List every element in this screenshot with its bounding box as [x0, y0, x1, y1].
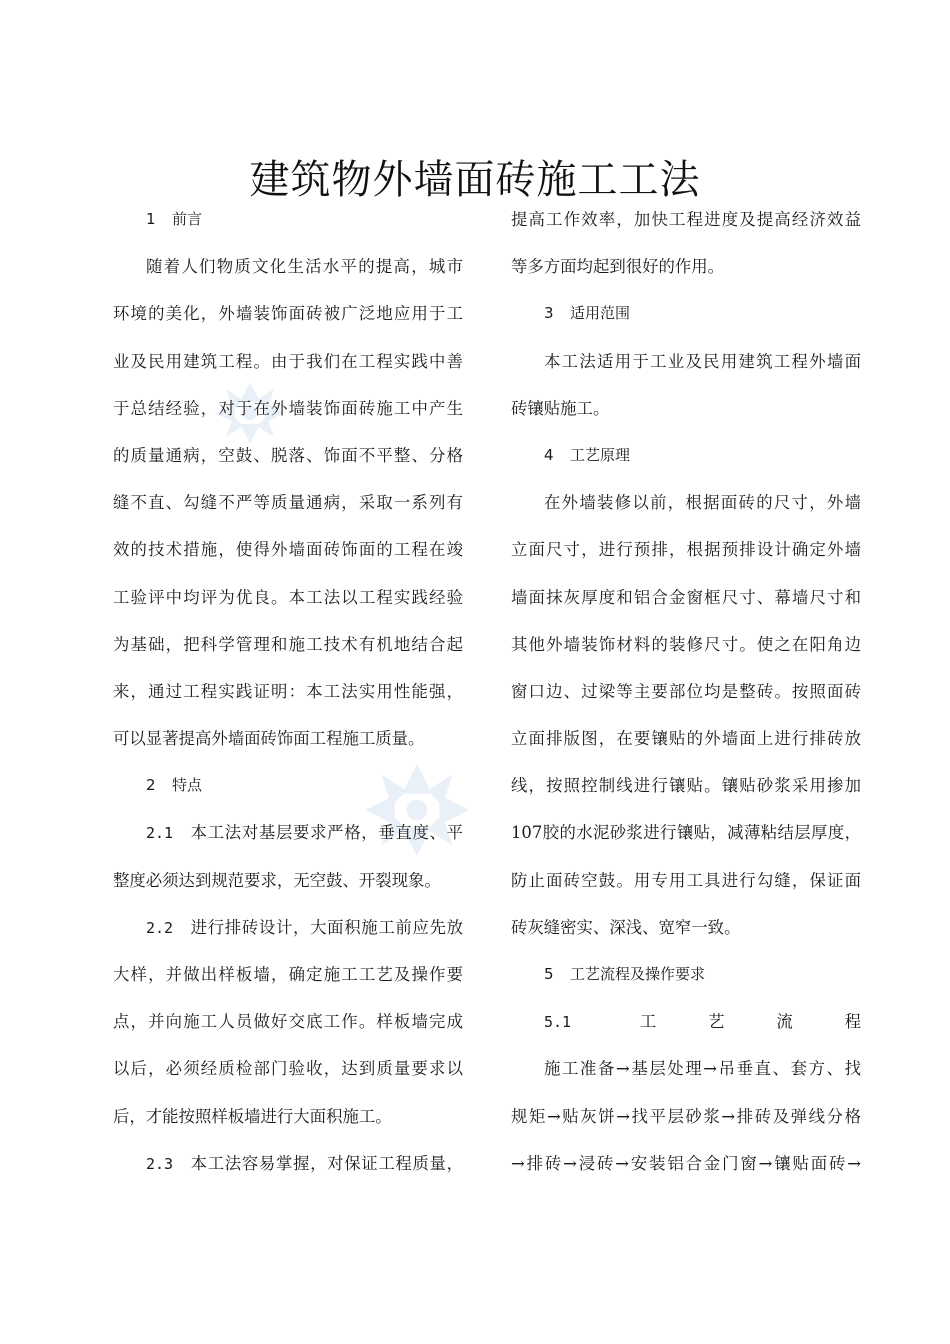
paragraph-line: 砖镶贴施工。 [511, 398, 610, 418]
paragraph-line: 立面排版图，在要镶贴的外墙面上进行排砖放 [511, 729, 861, 749]
paragraph-line: 点，并向施工人员做好交底工作。样板墙完成 [113, 1012, 463, 1032]
paragraph-line: 效的技术措施，使得外墙面砖饰面的工程在竣 [113, 540, 463, 560]
paragraph-line: 为基础，把科学管理和施工技术有机地结合起 [113, 634, 463, 654]
paragraph-line: 以后，必须经质检部门验收，达到质量要求以 [113, 1059, 463, 1079]
paragraph-line: 的质量通病，空鼓、脱落、饰面不平整、分格 [113, 445, 463, 465]
paragraph-line: 线，按照控制线进行镶贴。镶贴砂浆采用掺加 [511, 776, 861, 796]
paragraph-line: 后，才能按照样板墙进行大面积施工。 [113, 1106, 392, 1126]
paragraph-line: 墙面抹灰厚度和铝合金窗框尺寸、幕墙尺寸和 [511, 587, 861, 607]
paragraph-line: 等多方面均起到很好的作用。 [511, 257, 725, 277]
paragraph-line: 其他外墙装饰材料的装修尺寸。使之在阳角边 [511, 634, 861, 654]
paragraph-line: 立面尺寸，进行预排，根据预排设计确定外墙 [511, 540, 861, 560]
right-column [511, 196, 861, 1187]
paragraph-line: 107胶的水泥砂浆进行镶贴，减薄粘结层厚度， [511, 823, 861, 843]
paragraph-line: 大样，并做出样板墙，确定施工工艺及操作要 [113, 965, 463, 984]
section-heading: 1 前言 [146, 210, 203, 228]
paragraph-line: 随着人们物质文化生活水平的提高，城市 [146, 257, 463, 277]
paragraph-line: 施工准备→基层处理→吊垂直、套方、找 [544, 1059, 861, 1079]
section-heading: 4 工艺原理 [544, 445, 631, 464]
paragraph-line: 工验评中均评为优良。本工法以工程实践经验 [113, 587, 463, 607]
paragraph-line: 本工法适用于工业及民用建筑工程外墙面 [544, 351, 861, 371]
subsection-heading: 5.1 工艺流程 [544, 1012, 861, 1032]
paragraph-line: 整度必须达到规范要求，无空鼓、开裂现象。 [113, 870, 441, 890]
paragraph-line: 窗口边、过梁等主要部位均是整砖。按照面砖 [511, 681, 861, 701]
paragraph-line: 防止面砖空鼓。用专用工具进行勾缝，保证面 [511, 870, 861, 890]
paragraph-line: 砖灰缝密实、深浅、宽窄一致。 [511, 917, 741, 937]
paragraph-line: 业及民用建筑工程。由于我们在工程实践中善 [113, 351, 463, 371]
page-title: 建筑物外墙面砖施工工法 [249, 157, 701, 203]
paragraph-line: →排砖→浸砖→安装铝合金门窗→镶贴面砖→ [511, 1153, 861, 1173]
paragraph-line: 于总结经验，对于在外墙装饰面砖施工中产生 [113, 398, 463, 418]
paragraph-line: 规矩→贴灰饼→找平层砂浆→排砖及弹线分格 [511, 1106, 861, 1126]
paragraph-line: 可以显著提高外墙面砖饰面工程施工质量。 [113, 729, 425, 749]
paragraph-line: 在外墙装修以前，根据面砖的尺寸，外墙 [544, 493, 861, 513]
paragraph-line: 缝不直、勾缝不严等质量通病，采取一系列有 [113, 493, 463, 513]
clause-line: 2.2 进行排砖设计，大面积施工前应先放 [146, 917, 463, 937]
paragraph-line: 环境的美化，外墙装饰面砖被广泛地应用于工 [113, 304, 463, 324]
section-heading: 5 工艺流程及操作要求 [544, 965, 706, 983]
section-heading: 3 适用范围 [544, 304, 631, 323]
paragraph-line: 提高工作效率，加快工程进度及提高经济效益 [511, 210, 861, 229]
clause-line: 2.3 本工法容易掌握，对保证工程质量， [146, 1153, 463, 1173]
left-column [113, 196, 463, 1187]
paragraph-line: 来，通过工程实践证明：本工法实用性能强， [113, 681, 463, 701]
clause-line: 2.1 本工法对基层要求严格，垂直度、平 [146, 823, 463, 843]
section-heading: 2 特点 [146, 776, 203, 795]
